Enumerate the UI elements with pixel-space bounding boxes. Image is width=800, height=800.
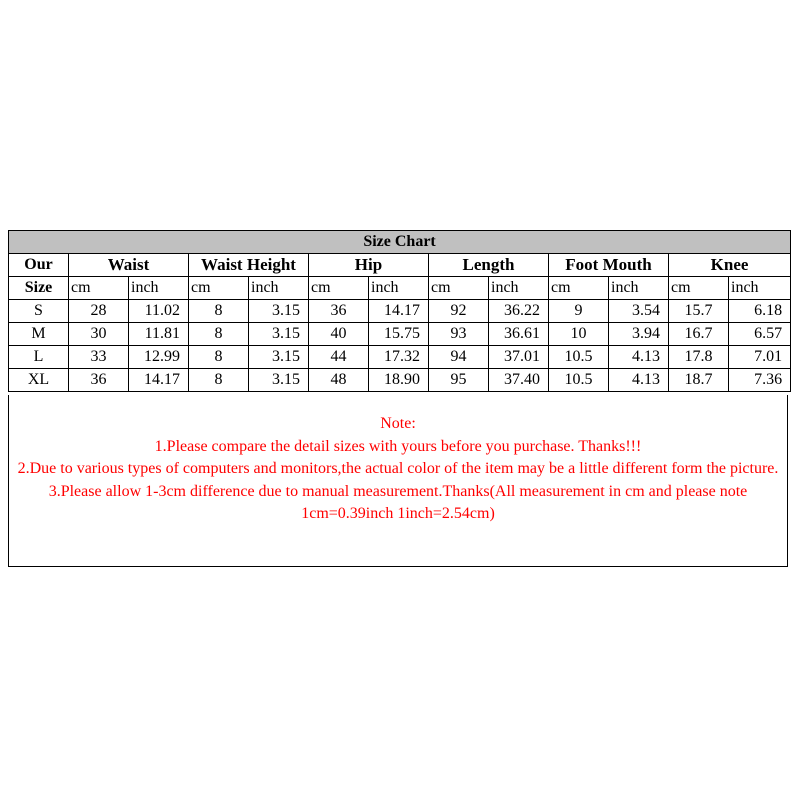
table-cell: 10 — [549, 323, 609, 346]
group-header-hip: Hip — [309, 254, 429, 277]
table-cell: 3.54 — [609, 300, 669, 323]
table-cell: 3.15 — [249, 323, 309, 346]
table-cell: 44 — [309, 346, 369, 369]
table-cell: 36.61 — [489, 323, 549, 346]
table-cell: 30 — [69, 323, 129, 346]
size-cell: M — [9, 323, 69, 346]
note-line-1: 1.Please compare the detail sizes with yours before you purchase. Thanks!!! — [154, 437, 642, 455]
table-cell: 7.01 — [729, 346, 791, 369]
unit-cm-header: cm — [429, 277, 489, 300]
table-cell: 10.5 — [549, 346, 609, 369]
unit-cm-header: cm — [549, 277, 609, 300]
table-cell: 94 — [429, 346, 489, 369]
group-header-waist: Waist — [69, 254, 189, 277]
table-cell: 7.36 — [729, 369, 791, 392]
unit-inch-header: inch — [729, 277, 791, 300]
table-cell: 4.13 — [609, 346, 669, 369]
table-cell: 48 — [309, 369, 369, 392]
table-cell: 11.81 — [129, 323, 189, 346]
table-cell: 92 — [429, 300, 489, 323]
table-cell: 3.94 — [609, 323, 669, 346]
table-row — [9, 323, 791, 346]
unit-inch-header: inch — [249, 277, 309, 300]
table-cell: 16.7 — [669, 323, 729, 346]
table-cell: 12.99 — [129, 346, 189, 369]
table-cell: 8 — [189, 369, 249, 392]
table-cell: 8 — [189, 323, 249, 346]
table-cell: 28 — [69, 300, 129, 323]
table-cell: 37.01 — [489, 346, 549, 369]
table-row — [9, 300, 791, 323]
table-cell: 15.7 — [669, 300, 729, 323]
table-cell: 4.13 — [609, 369, 669, 392]
size-cell: S — [9, 300, 69, 323]
unit-cm-header: cm — [69, 277, 129, 300]
note-line-3: 3.Please allow 1-3cm difference due to manual measurement.Thanks(All measurement in cm and please note 1cm=0.39inch 1inch=2.54cm) — [48, 482, 748, 522]
size-chart-title: Size Chart — [9, 231, 791, 254]
table-row — [9, 346, 791, 369]
unit-cm-header: cm — [669, 277, 729, 300]
table-cell: 95 — [429, 369, 489, 392]
notes-box — [8, 395, 788, 567]
table-row — [9, 369, 791, 392]
table-cell: 17.32 — [369, 346, 429, 369]
table-cell: 36 — [69, 369, 129, 392]
size-cell: L — [9, 346, 69, 369]
unit-inch-header: inch — [489, 277, 549, 300]
table-cell: 37.40 — [489, 369, 549, 392]
group-header-length: Length — [429, 254, 549, 277]
note-line-2: 2.Due to various types of computers and monitors,the actual color of the item may be a little different form the picture. — [17, 460, 779, 477]
our-size-label: Our — [9, 254, 69, 277]
group-header-foot-mouth: Foot Mouth — [549, 254, 669, 277]
table-cell: 36 — [309, 300, 369, 323]
size-label: Size — [9, 277, 69, 300]
table-cell: 93 — [429, 323, 489, 346]
table-cell: 6.18 — [729, 300, 791, 323]
table-cell: 9 — [549, 300, 609, 323]
table-cell: 8 — [189, 300, 249, 323]
size-cell: XL — [9, 369, 69, 392]
table-cell: 18.90 — [369, 369, 429, 392]
group-header-waist-height: Waist Height — [189, 254, 309, 277]
table-cell: 3.15 — [249, 300, 309, 323]
table-cell: 40 — [309, 323, 369, 346]
table-cell: 14.17 — [369, 300, 429, 323]
table-cell: 17.8 — [669, 346, 729, 369]
unit-inch-header: inch — [609, 277, 669, 300]
unit-inch-header: inch — [129, 277, 189, 300]
note-heading: Note: — [380, 415, 416, 432]
title-row — [9, 231, 791, 254]
table-cell: 8 — [189, 346, 249, 369]
unit-cm-header: cm — [189, 277, 249, 300]
group-header-knee: Knee — [669, 254, 791, 277]
table-cell: 36.22 — [489, 300, 549, 323]
group-header-row — [9, 254, 791, 277]
table-cell: 6.57 — [729, 323, 791, 346]
unit-cm-header: cm — [309, 277, 369, 300]
table-cell: 10.5 — [549, 369, 609, 392]
table-cell: 11.02 — [129, 300, 189, 323]
table-cell: 3.15 — [249, 346, 309, 369]
table-cell: 3.15 — [249, 369, 309, 392]
unit-header-row — [9, 277, 791, 300]
table-cell: 18.7 — [669, 369, 729, 392]
table-cell: 15.75 — [369, 323, 429, 346]
table-cell: 33 — [69, 346, 129, 369]
table-cell: 14.17 — [129, 369, 189, 392]
unit-inch-header: inch — [369, 277, 429, 300]
size-chart-table — [8, 230, 791, 392]
